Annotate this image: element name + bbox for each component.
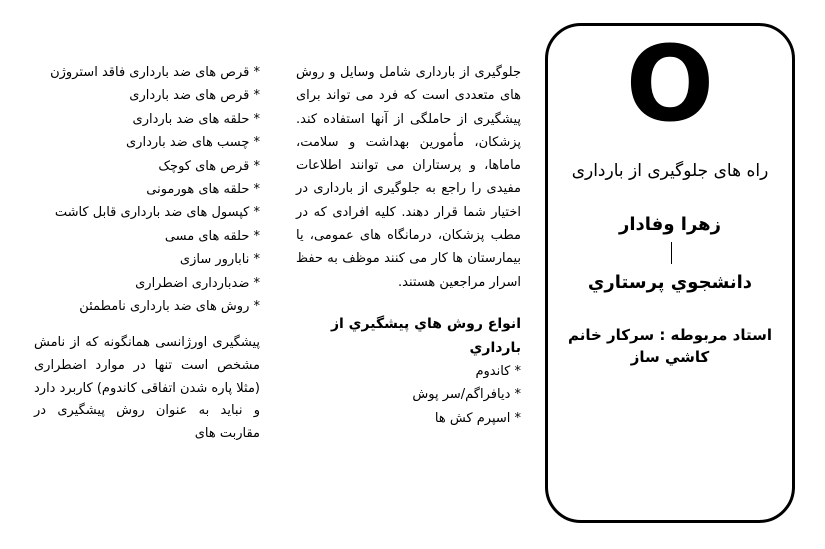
supervisor-name: استاد مربوطه : سرکار خانم کاشي ساز	[567, 326, 773, 366]
emergency-paragraph: پیشگیری اورژانسی همانگونه که از نامش مشخص است تنها در موارد اضطراری (مثلا پاره شدن اتفاقی کاندوم) کاربرد دارد و نباید به عنوان روش پیشگیری در مقاربت های	[34, 335, 260, 441]
list-item: * حلقه های مسی	[164, 228, 260, 244]
list-item: * حلقه های ضد بارداری	[132, 111, 260, 127]
title-card	[545, 23, 795, 523]
list-item: * قرص های ضد بارداری فاقد استروژن	[50, 65, 260, 80]
methods-heading: انواع روش هاي پيشگيري از بارداري	[330, 315, 521, 356]
list-item: * چسب های ضد بارداری	[126, 135, 260, 151]
decorative-letter: O	[625, 23, 715, 145]
vertical-divider	[671, 242, 672, 264]
list-item: * قرص های ضد بارداری	[129, 88, 260, 104]
list-item: * نابارور سازی	[179, 252, 260, 268]
list-item: * دیافراگم/سر پوش	[412, 387, 521, 403]
intro-paragraph: جلوگیری از بارداری شامل وسایل و روش های متعددی است که فرد می تواند برای پیشگیری از حاملگی از آنها استفاده کند. پزشکان، مأمورین بهداشت و سلامت، ماماها، و پرستاران می توانند اطلاعات مفیدی را راجع به جلوگیری از بارداری در اختیار شما قرار دهند. کلیه افرادی که در مطب پزشکان، درمانگاه های عمومی، یا بیمارستان ها کار می کنند موظف به حفظ اسرار مراجعین هستند.	[296, 65, 521, 290]
methods-list-left	[34, 61, 260, 318]
list-item: * کاندوم	[475, 363, 521, 379]
list-item: * روش های ضد بارداری نامطمئن	[79, 299, 260, 315]
author-field: دانشجوي پرستاري	[587, 272, 753, 293]
list-item: * کپسول های ضد بارداری قابل کاشت	[54, 205, 260, 221]
list-item: * حلقه های هورمونی	[146, 182, 260, 198]
list-item: * اسپرم کش ها	[434, 410, 521, 426]
list-item: * قرص های کوچک	[158, 158, 260, 174]
author-name: زهرا وفادار	[619, 214, 721, 235]
brochure-title: راه های جلوگیری از بارداری	[571, 161, 769, 181]
middle-column	[296, 61, 521, 430]
methods-list-middle	[296, 360, 521, 430]
left-column	[34, 61, 260, 445]
list-item: * ضدبارداری اضطراری	[135, 275, 260, 291]
